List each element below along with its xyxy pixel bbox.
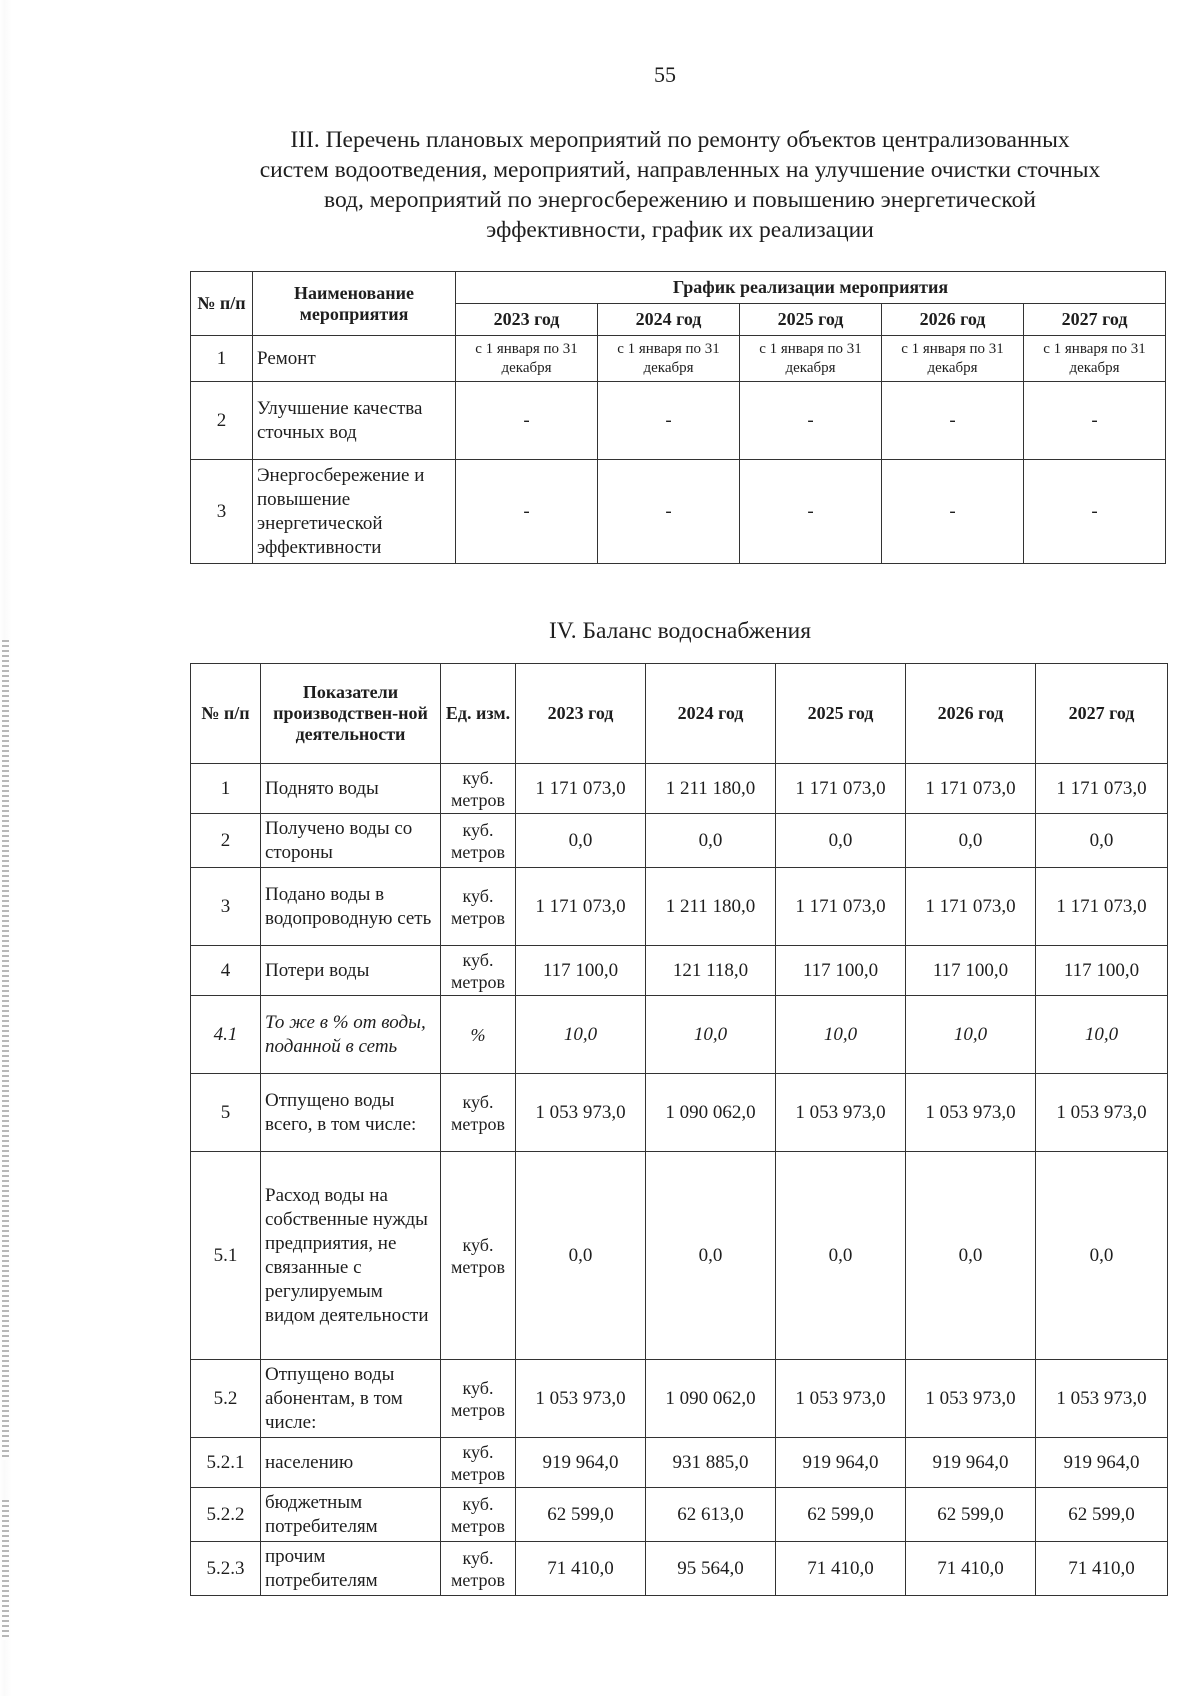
section3-title-line: III. Перечень плановых мероприятий по ремонту объектов централизованных xyxy=(290,127,1070,153)
value-cell: 117 100,0 xyxy=(906,946,1036,996)
value-cell: 1 171 073,0 xyxy=(906,764,1036,814)
value-cell: 0,0 xyxy=(1036,814,1168,868)
unit-cell: куб. метров xyxy=(441,1360,516,1438)
header-indicator: Показатели производствен-ной деятельности xyxy=(261,664,441,764)
unit-cell: куб. метров xyxy=(441,946,516,996)
schedule-cell: - xyxy=(1024,460,1166,564)
value-cell: 71 410,0 xyxy=(776,1542,906,1596)
row-num: 3 xyxy=(191,460,253,564)
value-cell: 0,0 xyxy=(646,1152,776,1360)
header-unit: Ед. изм. xyxy=(441,664,516,764)
activity-name: Улучшение качества сточных вод xyxy=(253,382,456,460)
schedule-cell: - xyxy=(740,460,882,564)
value-cell: 10,0 xyxy=(646,996,776,1074)
header-year: 2024 год xyxy=(598,304,740,336)
row-num: 1 xyxy=(191,336,253,382)
value-cell: 10,0 xyxy=(906,996,1036,1074)
indicator-name: бюджетным потребителям xyxy=(261,1488,441,1542)
value-cell: 121 118,0 xyxy=(646,946,776,996)
value-cell: 0,0 xyxy=(646,814,776,868)
value-cell: 919 964,0 xyxy=(776,1438,906,1488)
indicator-name: Подано воды в водопроводную сеть xyxy=(261,868,441,946)
row-num: 5.2.3 xyxy=(191,1542,261,1596)
table-row xyxy=(191,1542,1168,1596)
header-num: № п/п xyxy=(191,272,253,336)
indicator-name: Отпущено воды всего, в том числе: xyxy=(261,1074,441,1152)
indicator-name: населению xyxy=(261,1438,441,1488)
value-cell: 0,0 xyxy=(776,814,906,868)
value-cell: 919 964,0 xyxy=(516,1438,646,1488)
value-cell: 931 885,0 xyxy=(646,1438,776,1488)
value-cell: 0,0 xyxy=(776,1152,906,1360)
indicator-name: Получено воды со стороны xyxy=(261,814,441,868)
value-cell: 1 171 073,0 xyxy=(516,764,646,814)
value-cell: 1 171 073,0 xyxy=(776,868,906,946)
section3-title-line: эффективности, график их реализации xyxy=(486,217,874,243)
table-row xyxy=(191,996,1168,1074)
value-cell: 1 053 973,0 xyxy=(516,1360,646,1438)
row-num: 5.2.2 xyxy=(191,1488,261,1542)
value-cell: 10,0 xyxy=(516,996,646,1074)
value-cell: 1 171 073,0 xyxy=(1036,868,1168,946)
value-cell: 0,0 xyxy=(1036,1152,1168,1360)
table-row xyxy=(191,336,1166,382)
schedule-cell: - xyxy=(456,382,598,460)
indicator-name: Поднято воды xyxy=(261,764,441,814)
value-cell: 1 171 073,0 xyxy=(776,764,906,814)
water-balance-table xyxy=(190,663,1168,1596)
table-row xyxy=(191,764,1168,814)
value-cell: 0,0 xyxy=(516,1152,646,1360)
activity-name: Энергосбережение и повышение энергетической эффективности xyxy=(253,460,456,564)
value-cell: 71 410,0 xyxy=(1036,1542,1168,1596)
header-year: 2024 год xyxy=(646,664,776,764)
value-cell: 1 171 073,0 xyxy=(1036,764,1168,814)
value-cell: 1 053 973,0 xyxy=(1036,1074,1168,1152)
header-year: 2025 год xyxy=(776,664,906,764)
schedule-cell: с 1 января по 31 декабря xyxy=(598,336,740,382)
unit-cell: куб. метров xyxy=(441,1542,516,1596)
schedule-cell: - xyxy=(740,382,882,460)
section3-title-line: систем водоотведения, мероприятий, направленных на улучшение очистки сточных xyxy=(259,157,1101,183)
header-year: 2027 год xyxy=(1024,304,1166,336)
value-cell: 10,0 xyxy=(776,996,906,1074)
value-cell: 919 964,0 xyxy=(1036,1438,1168,1488)
activities-schedule-table xyxy=(190,271,1166,564)
indicator-name: прочим потребителям xyxy=(261,1542,441,1596)
value-cell: 0,0 xyxy=(906,814,1036,868)
value-cell: 62 599,0 xyxy=(776,1488,906,1542)
row-num: 3 xyxy=(191,868,261,946)
header-schedule: График реализации мероприятия xyxy=(456,272,1166,304)
header-num: № п/п xyxy=(191,664,261,764)
value-cell: 1 211 180,0 xyxy=(646,868,776,946)
value-cell: 1 090 062,0 xyxy=(646,1074,776,1152)
header-year: 2027 год xyxy=(1036,664,1168,764)
row-num: 4.1 xyxy=(191,996,261,1074)
table-row xyxy=(191,1360,1168,1438)
value-cell: 62 613,0 xyxy=(646,1488,776,1542)
schedule-cell: с 1 января по 31 декабря xyxy=(740,336,882,382)
row-num: 5 xyxy=(191,1074,261,1152)
page-number: 55 xyxy=(654,62,676,87)
value-cell: 1 171 073,0 xyxy=(906,868,1036,946)
schedule-cell: - xyxy=(882,460,1024,564)
schedule-cell: - xyxy=(1024,382,1166,460)
value-cell: 62 599,0 xyxy=(906,1488,1036,1542)
value-cell: 1 171 073,0 xyxy=(516,868,646,946)
activity-name: Ремонт xyxy=(253,336,456,382)
row-num: 2 xyxy=(191,814,261,868)
header-year: 2023 год xyxy=(456,304,598,336)
table-row xyxy=(191,1074,1168,1152)
row-num: 4 xyxy=(191,946,261,996)
schedule-cell: с 1 января по 31 декабря xyxy=(456,336,598,382)
table-row xyxy=(191,1488,1168,1542)
unit-cell: куб. метров xyxy=(441,868,516,946)
value-cell: 117 100,0 xyxy=(776,946,906,996)
value-cell: 71 410,0 xyxy=(906,1542,1036,1596)
table-header-row xyxy=(191,272,1166,304)
value-cell: 10,0 xyxy=(1036,996,1168,1074)
unit-cell: куб. метров xyxy=(441,1488,516,1542)
section4-title: IV. Баланс водоснабжения xyxy=(548,618,812,644)
value-cell: 919 964,0 xyxy=(906,1438,1036,1488)
schedule-cell: - xyxy=(456,460,598,564)
table-row xyxy=(191,946,1168,996)
table-header-row xyxy=(191,664,1168,764)
table-row xyxy=(191,460,1166,564)
row-num: 5.2 xyxy=(191,1360,261,1438)
value-cell: 62 599,0 xyxy=(516,1488,646,1542)
header-activity-name: Наименование мероприятия xyxy=(253,272,456,336)
value-cell: 1 090 062,0 xyxy=(646,1360,776,1438)
value-cell: 62 599,0 xyxy=(1036,1488,1168,1542)
section3-title xyxy=(190,125,1170,245)
schedule-cell: - xyxy=(598,460,740,564)
value-cell: 1 053 973,0 xyxy=(516,1074,646,1152)
header-year: 2025 год xyxy=(740,304,882,336)
schedule-cell: с 1 января по 31 декабря xyxy=(1024,336,1166,382)
table-row xyxy=(191,1438,1168,1488)
table-row xyxy=(191,868,1168,946)
value-cell: 1 053 973,0 xyxy=(776,1360,906,1438)
row-num: 5.1 xyxy=(191,1152,261,1360)
row-num: 5.2.1 xyxy=(191,1438,261,1488)
value-cell: 0,0 xyxy=(906,1152,1036,1360)
value-cell: 1 211 180,0 xyxy=(646,764,776,814)
schedule-cell: - xyxy=(598,382,740,460)
section3-title-line: вод, мероприятий по энергосбережению и повышению энергетической xyxy=(324,187,1036,213)
value-cell: 95 564,0 xyxy=(646,1542,776,1596)
value-cell: 71 410,0 xyxy=(516,1542,646,1596)
indicator-name: Отпущено воды абонентам, в том числе: xyxy=(261,1360,441,1438)
schedule-cell: - xyxy=(882,382,1024,460)
indicator-name: Потери воды xyxy=(261,946,441,996)
table-row xyxy=(191,382,1166,460)
unit-cell: куб. метров xyxy=(441,1438,516,1488)
table-row xyxy=(191,1152,1168,1360)
unit-cell: куб. метров xyxy=(441,1074,516,1152)
row-num: 1 xyxy=(191,764,261,814)
indicator-name: То же в % от воды, поданной в сеть xyxy=(261,996,441,1074)
row-num: 2 xyxy=(191,382,253,460)
value-cell: 1 053 973,0 xyxy=(1036,1360,1168,1438)
value-cell: 117 100,0 xyxy=(1036,946,1168,996)
unit-cell: куб. метров xyxy=(441,814,516,868)
value-cell: 117 100,0 xyxy=(516,946,646,996)
unit-cell: % xyxy=(441,996,516,1074)
header-year: 2026 год xyxy=(906,664,1036,764)
unit-cell: куб. метров xyxy=(441,764,516,814)
value-cell: 1 053 973,0 xyxy=(906,1360,1036,1438)
indicator-name: Расход воды на собственные нужды предприятия, не связанные с регулируемым видом деятельности xyxy=(261,1152,441,1360)
table-row xyxy=(191,814,1168,868)
header-year: 2026 год xyxy=(882,304,1024,336)
schedule-cell: с 1 января по 31 декабря xyxy=(882,336,1024,382)
unit-cell: куб. метров xyxy=(441,1152,516,1360)
value-cell: 1 053 973,0 xyxy=(776,1074,906,1152)
scan-edge xyxy=(0,0,12,1696)
value-cell: 0,0 xyxy=(516,814,646,868)
value-cell: 1 053 973,0 xyxy=(906,1074,1036,1152)
header-year: 2023 год xyxy=(516,664,646,764)
